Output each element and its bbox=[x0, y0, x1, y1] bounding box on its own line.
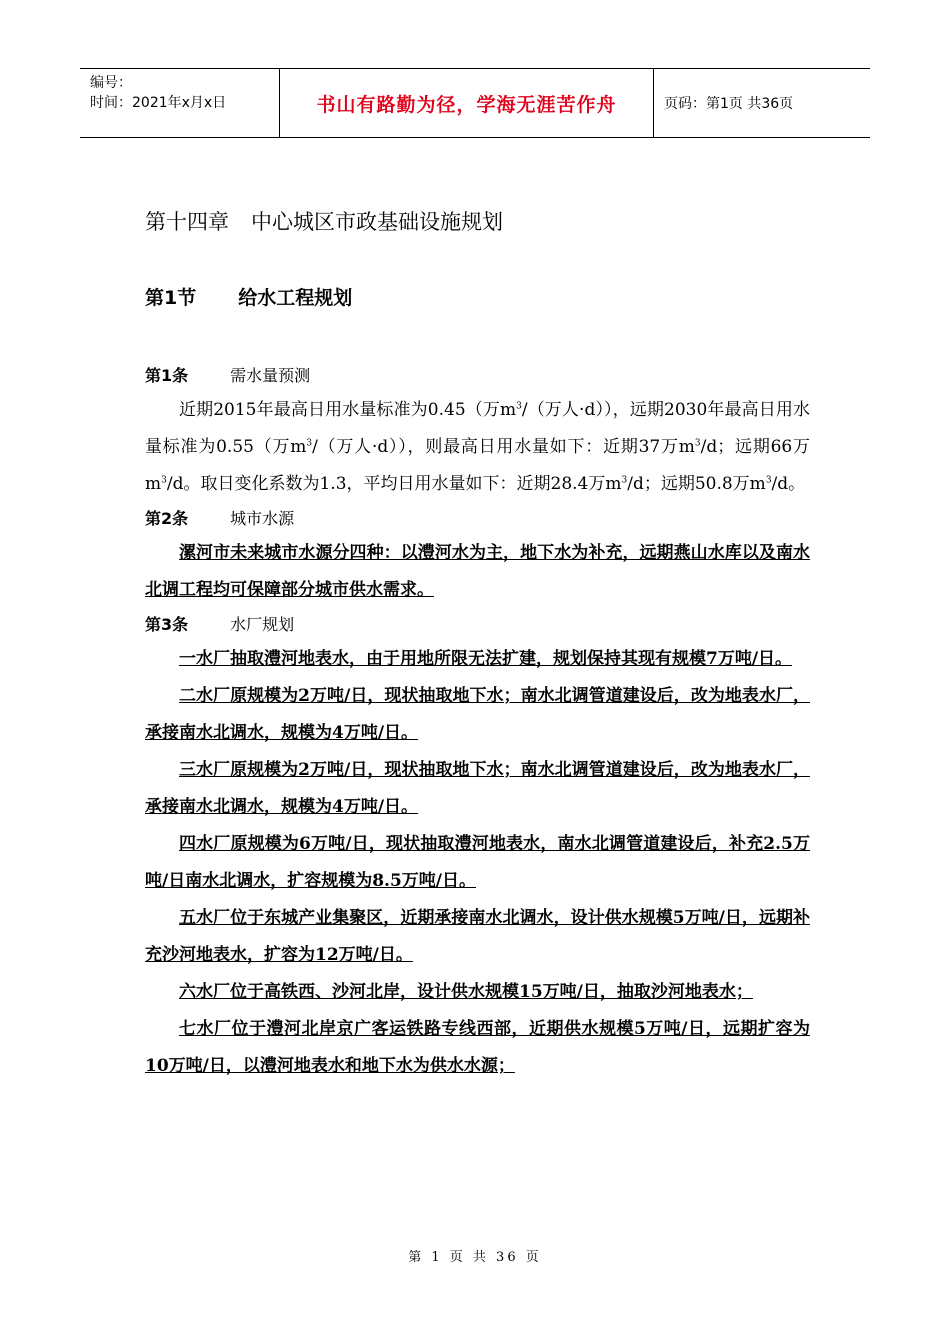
article-title: 水厂规划 bbox=[230, 615, 295, 634]
chapter-heading bbox=[145, 200, 810, 244]
page-footer: 第 1 页 共 36 页 bbox=[408, 1250, 542, 1265]
chapter-number: 第十四章 bbox=[145, 210, 229, 234]
paragraph: 六水厂位于高铁西、沙河北岸，设计供水规模15万吨/日，抽取沙河地表水； bbox=[179, 982, 753, 1002]
article-number: 第1条 bbox=[145, 366, 189, 385]
paragraph: 四水厂原规模为6万吨/日，现状抽取澧河地表水，南水北调管道建设后，补充2.5万吨/日南水北调水，扩容规模为8.5万吨/日。 bbox=[145, 834, 810, 891]
article-heading bbox=[145, 609, 810, 641]
paragraph: 五水厂位于东城产业集聚区，近期承接南水北调水，设计供水规模5万吨/日，远期补充沙河地表水，扩容为12万吨/日。 bbox=[145, 908, 810, 965]
paragraph: 一水厂抽取澧河地表水，由于用地所限无法扩建，规划保持其现有规模7万吨/日。 bbox=[179, 649, 793, 669]
number-label: 编号： bbox=[90, 75, 132, 91]
time-label: 时间：2021年x月x日 bbox=[90, 95, 227, 111]
article-number: 第3条 bbox=[145, 615, 189, 634]
section-number: 第1节 bbox=[145, 287, 197, 309]
header-table bbox=[80, 68, 870, 138]
article-title: 城市水源 bbox=[230, 509, 295, 528]
article-title: 需水量预测 bbox=[230, 366, 311, 385]
paragraph: 二水厂原规模为2万吨/日，现状抽取地下水；南水北调管道建设后，改为地表水厂，承接南水北调水，规模为4万吨/日。 bbox=[145, 686, 810, 743]
section-heading bbox=[145, 280, 810, 316]
header-page-info: 页码：第1页 共36页 bbox=[664, 96, 794, 112]
header-meta bbox=[80, 69, 280, 137]
header-motto: 书山有路勤为径，学海无涯苦作舟 bbox=[280, 69, 654, 137]
section-title: 给水工程规划 bbox=[238, 287, 353, 309]
chapter-title: 中心城区市政基础设施规划 bbox=[251, 210, 503, 234]
article-heading bbox=[145, 360, 810, 392]
article-heading bbox=[145, 503, 810, 535]
paragraph: 漯河市未来城市水源分四种：以澧河水为主，地下水为补充，远期燕山水库以及南水北调工程均可保障部分城市供水需求。 bbox=[145, 543, 810, 600]
article-number: 第2条 bbox=[145, 509, 189, 528]
document-body bbox=[145, 200, 810, 1085]
paragraph: 近期2015年最高日用水量标准为0.45（万$m^3/$（万人·d）），远期2030年最高日用水量标准为0.55（万$m^3/$（万人·d）），则最高日用水量如下：近期37万$m^3/d$；远期66万$m^3/d$。取日变化系数为1.3，平均日用水量如下：近期28.4万$m^3/d$；远期50.8万$m^3/d$。 bbox=[145, 400, 810, 494]
paragraph: 七水厂位于澧河北岸京广客运铁路专线西部，近期供水规模5万吨/日，远期扩容为10万吨/日，以澧河地表水和地下水为供水水源； bbox=[145, 1019, 810, 1076]
paragraph: 三水厂原规模为2万吨/日，现状抽取地下水；南水北调管道建设后，改为地表水厂，承接南水北调水，规模为4万吨/日。 bbox=[145, 760, 810, 817]
